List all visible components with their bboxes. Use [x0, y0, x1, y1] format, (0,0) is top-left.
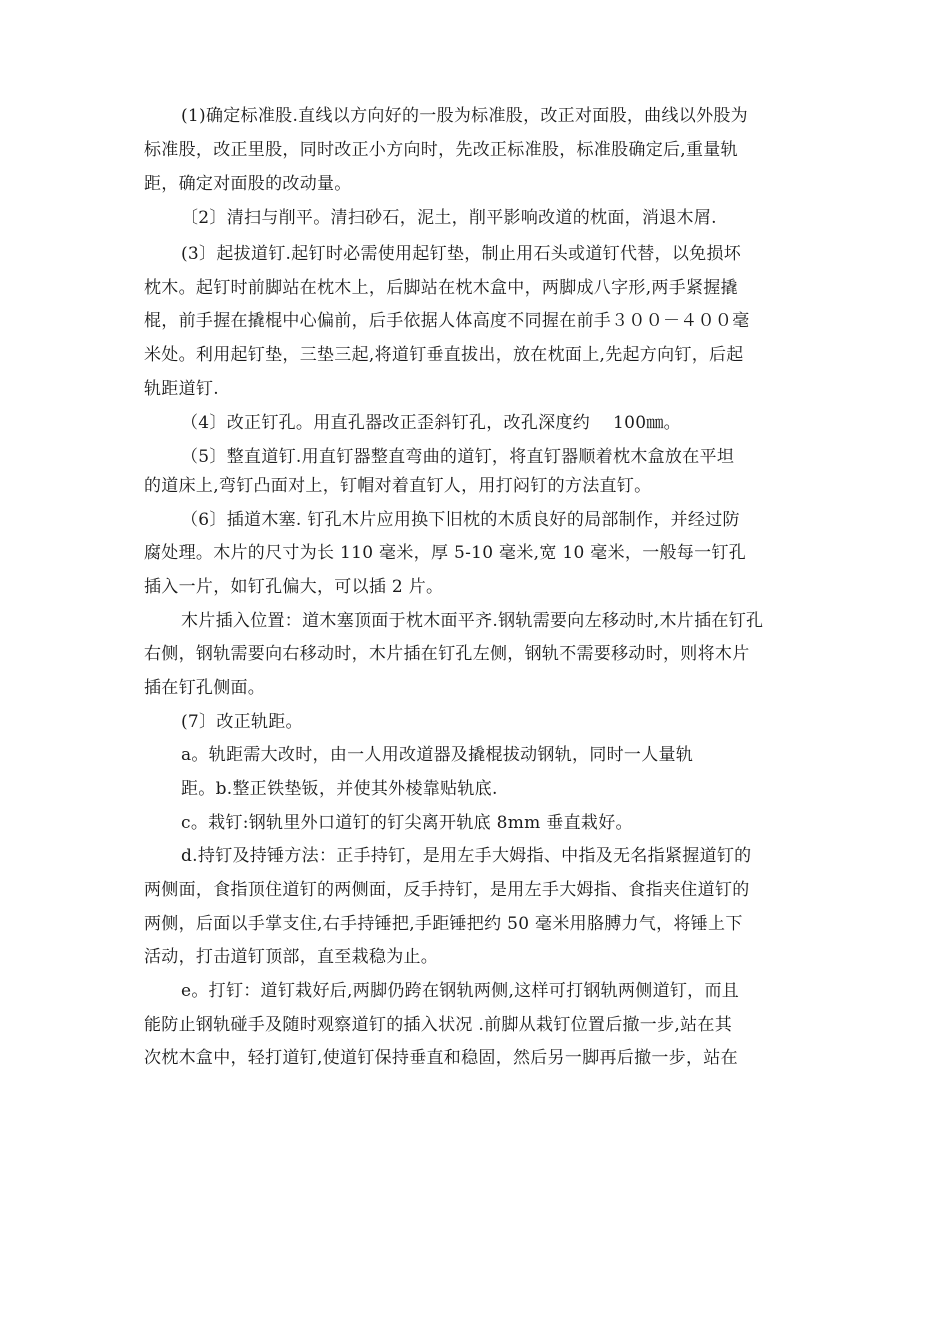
text-line: (3〕起拔道钉.起钉时必需使用起钉垫，制止用石头或道钉代替，以免损坏 — [181, 244, 742, 264]
text-line: 距，确定对面股的改动量。 — [144, 174, 352, 194]
text-line: （6〕插道木塞. 钉孔木片应用换下旧枕的木质良好的局部制作，并经过防 — [181, 510, 740, 530]
text-line: （4〕改正钉孔。用直孔器改正歪斜钉孔，改孔深度约 100㎜。 — [181, 413, 681, 433]
text-line: 木片插入位置：道木塞顶面于枕木面平齐.钢轨需要向左移动时,木片插在钉孔 — [181, 611, 764, 631]
text-line: 距。b.整正铁垫钣，并使其外棱靠贴轨底. — [181, 779, 498, 799]
text-line: 插入一片，如钉孔偏大，可以插 2 片。 — [144, 577, 444, 597]
text-line: 棍，前手握在撬棍中心偏前，后手依据人体高度不同握在前手３００－４００毫 — [144, 311, 750, 331]
text-line: (7〕改正轨距。 — [181, 712, 303, 732]
text-line: 两侧面，食指顶住道钉的两侧面，反手持钉，是用左手大姆指、食指夹住道钉的 — [144, 880, 750, 900]
text-line: 能防止钢轨碰手及随时观察道钉的插入状况 .前脚从栽钉位置后撤一步,站在其 — [144, 1015, 733, 1035]
text-line: c。栽钉:钢轨里外口道钉的钉尖离开轨底 8mm 垂直栽好。 — [181, 813, 633, 833]
text-line: 活动，打击道钉顶部，直至栽稳为止。 — [144, 947, 439, 967]
text-line: 标准股，改正里股，同时改正小方向时，先改正标准股，标准股确定后,重量轨 — [144, 140, 738, 160]
text-line: 轨距道钉. — [144, 379, 219, 399]
text-line: 枕木。起钉时前脚站在枕木上，后脚站在枕木盒中，两脚成八字形,两手紧握撬 — [144, 278, 738, 298]
text-line: 插在钉孔侧面。 — [144, 678, 266, 698]
text-line: 〔2〕清扫与削平。清扫砂石，泥土，削平影响改道的枕面，消退木屑. — [181, 208, 717, 228]
text-line: 的道床上,弯钉凸面对上，钉帽对着直钉人，用打闷钉的方法直钉。 — [144, 476, 652, 496]
text-line: (1)确定标准股.直线以方向好的一股为标准股，改正对面股，曲线以外股为 — [181, 106, 748, 126]
text-line: a。轨距需大改时，由一人用改道器及撬棍拔动钢轨，同时一人量轨 — [181, 745, 694, 765]
text-line: 右侧，钢轨需要向右移动时，木片插在钉孔左侧，钢轨不需要移动时，则将木片 — [144, 644, 750, 664]
text-line: 两侧，后面以手掌支住,右手持锤把,手距锤把约 50 毫米用胳膊力气，将锤上下 — [144, 914, 743, 934]
text-line: 米处。利用起钉垫，三垫三起,将道钉垂直拔出，放在枕面上,先起方向钉，后起 — [144, 345, 744, 365]
text-line: 腐处理。木片的尺寸为长 110 毫米，厚 5-10 毫米,宽 10 毫米，一般每一钉孔 — [144, 543, 746, 563]
text-line: （5〕整直道钉.用直钉器整直弯曲的道钉，将直钉器顺着枕木盒放在平坦 — [181, 447, 735, 467]
text-line: 次枕木盒中，轻打道钉,使道钉保持垂直和稳固，然后另一脚再后撤一步，站在 — [144, 1048, 738, 1068]
text-line: e。打钉：道钉栽好后,两脚仍跨在钢轨两侧,这样可打钢轨两侧道钉，而且 — [181, 981, 740, 1001]
text-line: d.持钉及持锤方法：正手持钉，是用左手大姆指、中指及无名指紧握道钉的 — [181, 846, 752, 866]
